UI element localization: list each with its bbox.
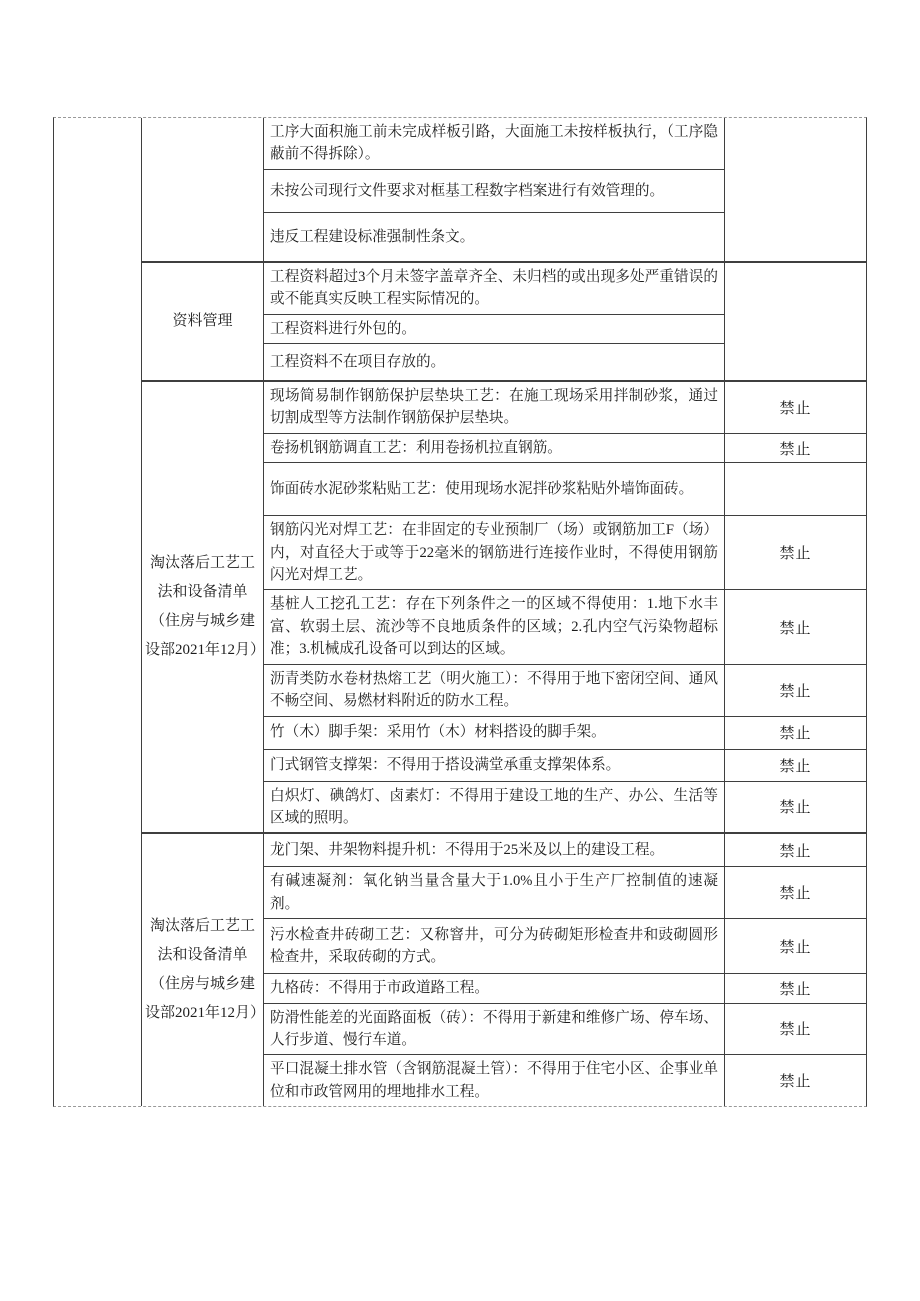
rule-text-cell bbox=[264, 665, 725, 716]
rule-text: 未按公司现行文件要求对框基工程数字档案进行有效管理的。 bbox=[270, 182, 665, 199]
status-cell: 禁止 bbox=[779, 981, 812, 998]
rule-row bbox=[264, 462, 866, 515]
rule-text: 卷扬机钢筋调直工艺：利用卷扬机拉直钢筋。 bbox=[270, 439, 562, 456]
rule-text-cell bbox=[264, 1055, 725, 1106]
status-cell: 禁止 bbox=[779, 441, 812, 458]
table-body bbox=[142, 118, 866, 1106]
status-cell: 禁止 bbox=[779, 400, 812, 417]
rule-text-cell bbox=[264, 1004, 725, 1055]
status-cell: 禁止 bbox=[779, 800, 812, 817]
rule-text: 工程资料进行外包的。 bbox=[270, 320, 416, 337]
rule-rows bbox=[264, 834, 866, 1106]
rule-text: 工程资料超过3个月未签字盖章齐全、未归档的或出现多处严重错误的或不能真实反映工程实际情况的。 bbox=[270, 268, 718, 308]
rule-text-cell bbox=[264, 782, 725, 833]
rule-text: 钢筋闪光对焊工艺：在非固定的专业预制厂（场）或钢筋加工F（场）内，对直径大于或等于22毫米的钢筋进行连接作业时，不得使用钢筋闪光对焊工艺。 bbox=[270, 522, 718, 584]
table-section bbox=[142, 118, 866, 261]
status-cell: 禁止 bbox=[779, 886, 812, 903]
status-cell: 禁止 bbox=[779, 1074, 812, 1091]
rule-text-cell bbox=[264, 516, 725, 589]
rule-rows bbox=[264, 118, 718, 261]
table-section bbox=[142, 261, 866, 380]
rule-rows bbox=[264, 263, 718, 380]
status-cell: 禁止 bbox=[779, 758, 812, 775]
category-cell bbox=[142, 118, 264, 261]
rule-text: 白炽灯、碘鸽灯、卤素灯：不得用于建设工地的生产、办公、生活等区域的照明。 bbox=[270, 787, 718, 826]
rule-row bbox=[264, 749, 866, 781]
status-cell: 禁止 bbox=[779, 683, 812, 700]
rule-row bbox=[264, 918, 866, 973]
rule-text: 饰面砖水泥砂浆粘贴工艺：使用现场水泥拌砂浆粘贴外墙饰面砖。 bbox=[270, 481, 694, 498]
rule-text-cell bbox=[264, 974, 725, 1002]
rule-text-cell bbox=[264, 919, 725, 973]
status-cell: 禁止 bbox=[779, 843, 812, 860]
rule-text-cell bbox=[264, 434, 725, 462]
rule-text: 九格砖：不得用于市政道路工程。 bbox=[270, 980, 489, 997]
status-cell: 禁止 bbox=[779, 939, 812, 956]
status-merged-cell bbox=[565, 263, 866, 380]
rule-text-cell bbox=[264, 717, 725, 749]
rule-text: 现场简易制作钢筋保护层垫块工艺：在施工现场采用拌制砂浆，通过切割成型等方法制作钢筋保护层垫块。 bbox=[270, 388, 718, 427]
rule-row bbox=[264, 664, 866, 716]
rule-text: 工序大面积施工前未完成样板引路，大面施工未按样板执行，（工序隐蔽前不得拆除）。 bbox=[270, 124, 718, 163]
status-cell: 禁止 bbox=[779, 726, 812, 742]
status-cell: 禁止 bbox=[779, 620, 812, 637]
category-cell: 资料管理 bbox=[142, 263, 264, 380]
category-cell: 淘汰落后工艺工法和设备清单（住房与城乡建设部2021年12月） bbox=[142, 834, 264, 1106]
rule-text: 竹（木）脚手架：采用竹（木）材料搭设的脚手架。 bbox=[270, 724, 606, 741]
regulation-table bbox=[53, 117, 867, 1107]
rule-text: 违反工程建设标准强制性条文。 bbox=[270, 228, 475, 245]
rule-text-cell bbox=[264, 463, 725, 515]
category-cell: 淘汰落后工艺工法和设备清单（住房与城乡建设部2021年12月） bbox=[142, 382, 264, 832]
rule-row bbox=[264, 433, 866, 462]
rule-row bbox=[264, 1003, 866, 1055]
status-merged-cell bbox=[565, 118, 866, 261]
rule-text: 工程资料不在项目存放的。 bbox=[270, 353, 446, 370]
rule-text: 平口混凝土排水管（含钢筋混凝土管）：不得用于住宅小区、企事业单位和市政管网用的埋地排水工程。 bbox=[270, 1061, 718, 1100]
rule-rows bbox=[264, 382, 866, 832]
rule-row bbox=[264, 515, 866, 589]
table-section bbox=[142, 832, 866, 1106]
rule-row bbox=[264, 716, 866, 749]
rule-row bbox=[264, 866, 866, 918]
rule-row bbox=[264, 1054, 866, 1106]
table-section bbox=[142, 380, 866, 832]
rule-text-cell bbox=[264, 867, 725, 918]
rule-row bbox=[264, 834, 866, 866]
status-cell: 禁止 bbox=[779, 1022, 812, 1039]
rule-text-cell bbox=[264, 382, 725, 433]
rule-text-cell bbox=[264, 834, 725, 866]
rule-row bbox=[264, 973, 866, 1002]
rule-text-cell bbox=[264, 590, 725, 663]
rule-row bbox=[264, 589, 866, 663]
rule-text: 有碱速凝剂：氧化钠当量含量大于1.0%且小于生产厂控制值的速凝剂。 bbox=[270, 873, 718, 912]
empty-left-column bbox=[54, 118, 142, 1106]
rule-text: 沥青类防水卷材热熔工艺（明火施工）：不得用于地下密闭空间、通风不畅空间、易燃材料附近的防水工程。 bbox=[270, 670, 718, 710]
rule-text: 污水检查井砖砌工艺：又称窨井，可分为砖砌矩形检查井和豉砌圆形检查井，采取砖砌的方式。 bbox=[270, 926, 718, 966]
rule-text: 门式钢管支撑架：不得用于搭设满堂承重支撑架体系。 bbox=[270, 756, 621, 773]
rule-text-cell bbox=[264, 750, 725, 781]
rule-row bbox=[264, 781, 866, 833]
rule-row bbox=[264, 382, 866, 433]
status-cell: 禁止 bbox=[779, 546, 812, 563]
rule-text: 基桩人工挖孔工艺：存在下列条件之一的区域不得使用：1.地下水丰富、软弱土层、流沙等不良地质条件的区域；2.孔内空气污染物超标准；3.机械成孔设备可以到达的区域。 bbox=[270, 596, 718, 658]
rule-text: 防滑性能差的光面路面板（砖）：不得用于新建和维修广场、停车场、人行步道、慢行车道。 bbox=[270, 1009, 718, 1048]
status-cell bbox=[725, 463, 866, 515]
rule-text: 龙门架、井架物料提升机：不得用于25米及以上的建设工程。 bbox=[270, 842, 665, 859]
